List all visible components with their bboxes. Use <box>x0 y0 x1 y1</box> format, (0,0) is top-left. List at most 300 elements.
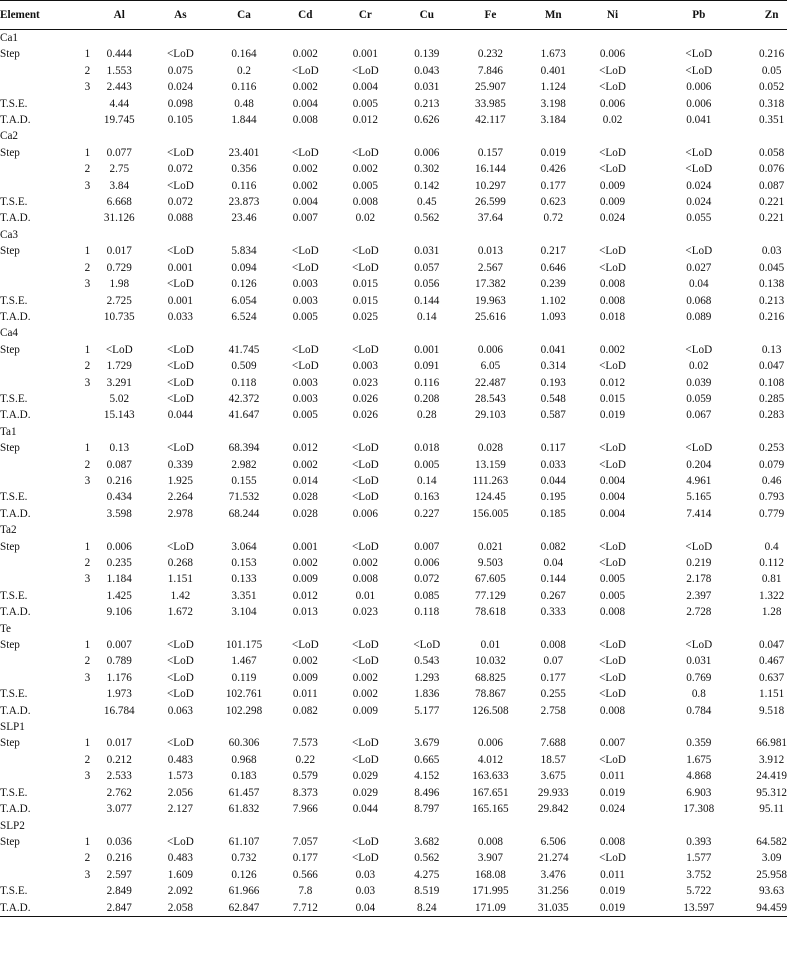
table-cell: 0.024 <box>599 803 626 816</box>
table-row <box>0 571 787 587</box>
table-cell: 0.239 <box>540 278 566 291</box>
table-cell: 7.057 <box>292 835 318 848</box>
table-cell: <LoD <box>685 245 713 258</box>
table-cell: 0.031 <box>414 81 440 94</box>
table-cell: <LoD <box>351 639 379 652</box>
table-cell: 0.023 <box>352 376 378 389</box>
table-row <box>0 539 787 555</box>
table-cell: 0.72 <box>543 212 564 225</box>
table-cell: 0.626 <box>414 114 440 127</box>
table-cell: 0.543 <box>414 655 440 668</box>
table-cell: 0.008 <box>292 114 318 127</box>
table-cell: <LoD <box>599 81 626 94</box>
table-cell: <LoD <box>351 64 379 77</box>
table-cell: 3.184 <box>540 114 566 127</box>
table-cell: <LoD <box>166 146 194 159</box>
step-number: 3 <box>84 868 91 881</box>
step-number: 2 <box>84 360 91 373</box>
table-cell: 0.026 <box>352 409 378 422</box>
step-number: 2 <box>84 753 91 766</box>
table-cell: <LoD <box>105 343 133 356</box>
table-cell: 17.308 <box>683 803 715 816</box>
table-cell: 0.033 <box>540 458 566 471</box>
table-cell: 0.007 <box>414 540 440 553</box>
table-cell: <LoD <box>599 671 626 684</box>
step-number: 1 <box>84 737 91 750</box>
table-cell: 25.907 <box>475 81 506 94</box>
table-cell: 3.198 <box>540 97 566 110</box>
table-cell: 3.682 <box>414 835 440 848</box>
table-cell: <LoD <box>599 360 626 373</box>
sample-header-row <box>0 30 787 47</box>
table-cell: 0.019 <box>599 409 626 422</box>
table-cell: 0.157 <box>477 146 504 159</box>
column-header-mn: Mn <box>523 1 584 30</box>
step-number: 3 <box>84 81 91 94</box>
table-cell: 111.263 <box>472 474 509 487</box>
table-cell: 0.193 <box>540 376 566 389</box>
step-number: 3 <box>84 671 91 684</box>
table-row <box>0 653 787 669</box>
step-number: 2 <box>84 64 91 77</box>
table-cell: 0.044 <box>540 474 566 487</box>
table-cell: 3.598 <box>106 507 132 520</box>
table-cell: 6.668 <box>106 196 132 209</box>
step-label: Step <box>0 343 20 356</box>
table-cell: 0.002 <box>292 81 318 94</box>
sample-header-row <box>0 128 787 144</box>
table-cell: 0.03 <box>761 245 782 258</box>
table-cell: 0.105 <box>167 114 193 127</box>
table-cell: 0.044 <box>167 409 193 422</box>
table-cell: 0.017 <box>106 245 132 258</box>
table-cell: 0.117 <box>540 442 566 455</box>
table-cell: 0.07 <box>543 655 564 668</box>
table-cell: 0.009 <box>292 573 318 586</box>
table-cell: <LoD <box>166 376 194 389</box>
table-cell: 29.103 <box>475 409 506 422</box>
table-cell: 0.232 <box>477 48 504 61</box>
step-number: 1 <box>84 343 91 356</box>
table-cell: 6.903 <box>686 786 712 799</box>
table-cell: 0.015 <box>352 294 378 307</box>
table-cell: 0.012 <box>292 442 318 455</box>
table-cell: 0.011 <box>600 770 625 783</box>
sample-name: Ca3 <box>0 228 19 241</box>
table-cell: 3.675 <box>540 770 566 783</box>
tse-row <box>0 96 787 112</box>
table-cell: 2.847 <box>90 900 148 917</box>
table-cell: 31.256 <box>537 885 569 898</box>
table-cell: 0.177 <box>292 852 318 865</box>
table-cell: 0.05 <box>761 64 782 77</box>
table-cell: 64.582 <box>756 835 787 848</box>
empty-cell <box>0 63 62 79</box>
table-cell: 0.075 <box>167 64 193 77</box>
table-cell: <LoD <box>413 639 441 652</box>
table-cell: 0.285 <box>759 392 785 405</box>
table-cell: 0.002 <box>292 458 318 471</box>
table-cell: 0.087 <box>759 179 785 192</box>
table-cell: 66.981 <box>756 737 787 750</box>
table-cell: 0.057 <box>414 261 440 274</box>
column-header-cu: Cu <box>396 1 458 30</box>
tad-label: T.A.D. <box>0 606 31 619</box>
table-row <box>0 670 787 686</box>
table-cell: 0.779 <box>759 507 785 520</box>
table-cell: 102.761 <box>225 688 263 701</box>
table-cell: 0.015 <box>352 278 378 291</box>
table-cell: 0.03 <box>355 868 376 881</box>
table-cell: 0.221 <box>759 196 785 209</box>
table-cell: 171.09 <box>458 900 523 917</box>
table-cell: 0.789 <box>106 655 132 668</box>
table-cell: 0.005 <box>292 409 318 422</box>
table-cell: 13.597 <box>641 900 756 917</box>
table-cell: 68.244 <box>228 507 260 520</box>
table-cell: 0.216 <box>759 48 785 61</box>
table-row <box>0 457 787 473</box>
step-number: 2 <box>84 557 91 569</box>
table-cell: 25.616 <box>475 310 506 323</box>
table-cell: 8.373 <box>292 786 318 799</box>
table-cell: 23.46 <box>231 212 257 225</box>
table-cell: 0.351 <box>759 114 785 127</box>
table-cell: 0.04 <box>335 900 396 917</box>
column-header-ca: Ca <box>212 1 275 30</box>
table-row <box>0 735 787 751</box>
table-cell: 0.729 <box>106 261 132 274</box>
table-cell: 23.873 <box>228 196 260 209</box>
table-cell: 0.002 <box>352 557 378 569</box>
table-cell: 1.184 <box>106 573 132 586</box>
table-cell: 0.217 <box>540 245 566 258</box>
empty-cell <box>0 358 62 374</box>
table-row <box>0 473 787 489</box>
table-cell: 2.058 <box>148 900 212 917</box>
empty-cell <box>0 79 62 95</box>
table-cell: 0.024 <box>686 179 712 192</box>
table-cell: 0.164 <box>231 48 257 61</box>
table-cell: 0.001 <box>414 343 440 356</box>
table-cell: 2.75 <box>109 163 130 176</box>
table-cell: 18.57 <box>540 753 566 766</box>
table-cell: 2.978 <box>167 507 193 520</box>
table-cell: <LoD <box>166 835 194 848</box>
table-cell: 9.503 <box>477 557 504 569</box>
table-cell: 1.844 <box>231 114 257 127</box>
table-cell: <LoD <box>351 540 379 553</box>
table-cell: <LoD <box>166 343 194 356</box>
table-cell: 0.007 <box>599 737 626 750</box>
table-cell: <LoD <box>166 688 194 701</box>
table-cell: 167.651 <box>472 786 509 799</box>
tad-label: T.A.D. <box>0 409 31 422</box>
table-cell: 31.035 <box>523 900 584 917</box>
tse-row <box>0 686 787 702</box>
table-cell: 0.028 <box>477 442 504 455</box>
table-cell: 0.024 <box>167 81 193 94</box>
column-header-pb: Pb <box>641 1 756 30</box>
table-cell: 1.98 <box>109 278 130 291</box>
table-cell: 0.213 <box>759 294 785 307</box>
table-cell: 0.118 <box>414 606 440 619</box>
table-cell: 0.091 <box>414 360 440 373</box>
table-cell: 0.005 <box>599 589 626 602</box>
empty-cell <box>0 473 62 489</box>
table-cell: 0.155 <box>231 474 257 487</box>
table-cell: 0.769 <box>686 671 712 684</box>
table-cell: 29.933 <box>537 786 569 799</box>
table-cell: 0.587 <box>540 409 566 422</box>
step-number: 1 <box>84 540 91 553</box>
table-cell: 124.45 <box>475 491 506 504</box>
table-cell: 0.007 <box>106 639 132 652</box>
table-cell: 0.002 <box>599 343 626 356</box>
table-cell: 1.609 <box>167 868 193 881</box>
table-cell: 0.019 <box>599 885 626 898</box>
sample-name: SLP2 <box>0 819 25 832</box>
step-label: Step <box>0 442 20 455</box>
table-cell: 0.011 <box>292 688 318 701</box>
table-cell: 8.797 <box>414 803 440 816</box>
table-cell: 0.008 <box>540 639 566 652</box>
table-cell: <LoD <box>166 639 194 652</box>
table-cell: 1.729 <box>106 360 132 373</box>
table-cell: 2.725 <box>106 294 132 307</box>
table-cell: 0.116 <box>414 376 440 389</box>
table-cell: 29.842 <box>537 803 569 816</box>
table-cell: 60.306 <box>228 737 260 750</box>
table-cell: 0.01 <box>480 639 501 652</box>
table-cell: 0.116 <box>231 179 257 192</box>
table-cell: <LoD <box>685 442 713 455</box>
table-row <box>0 260 787 276</box>
table-cell: 0.001 <box>167 261 193 274</box>
table-cell: 102.298 <box>225 704 263 717</box>
table-cell: 3.752 <box>686 868 712 881</box>
step-label: Step <box>0 737 20 750</box>
table-cell: 0.02 <box>355 212 376 225</box>
sample-name: Ca2 <box>0 130 19 143</box>
table-cell: 41.745 <box>228 343 260 356</box>
table-cell: 0.267 <box>540 589 566 602</box>
table-cell: <LoD <box>291 146 319 159</box>
table-cell: 7.414 <box>686 507 712 520</box>
table-cell: 0.732 <box>231 852 257 865</box>
table-cell: 2.982 <box>231 458 257 471</box>
table-cell: 13.159 <box>475 458 506 471</box>
sample-name: SLP1 <box>0 721 25 734</box>
table-cell: 0.085 <box>414 589 440 602</box>
table-cell: <LoD <box>351 737 379 750</box>
table-cell: 0.004 <box>599 507 626 520</box>
tse-label: T.S.E. <box>0 885 28 898</box>
table-cell: 3.064 <box>231 540 257 553</box>
table-cell: 1.28 <box>761 606 782 619</box>
table-cell: 2.397 <box>686 589 712 602</box>
table-cell: 1.553 <box>106 64 132 77</box>
table-cell: 0.003 <box>292 278 318 291</box>
tad-label: T.A.D. <box>0 114 31 127</box>
table-cell: 6.524 <box>231 310 257 323</box>
table-cell: 0.008 <box>477 835 504 848</box>
table-cell: 0.483 <box>167 852 193 865</box>
table-cell: 93.63 <box>759 885 785 898</box>
empty-cell <box>0 161 62 177</box>
table-cell: 0.22 <box>295 753 316 766</box>
table-cell: 0.8 <box>691 688 706 701</box>
table-cell: 2.533 <box>106 770 132 783</box>
table-cell: <LoD <box>291 261 319 274</box>
table-cell: 0.04 <box>689 278 709 291</box>
tse-label: T.S.E. <box>0 491 28 504</box>
table-cell: 4.44 <box>109 97 130 110</box>
table-cell: 0.031 <box>414 245 440 258</box>
table-cell: 3.09 <box>761 852 782 865</box>
table-row <box>0 342 787 358</box>
table-cell: 0.005 <box>352 179 378 192</box>
table-cell: 0.002 <box>292 655 318 668</box>
table-row <box>0 63 787 79</box>
step-number: 3 <box>84 278 91 291</box>
table-cell: 0.052 <box>759 81 785 94</box>
table-cell: 0.006 <box>414 146 440 159</box>
step-number: 1 <box>84 245 91 258</box>
table-cell: 0.006 <box>414 557 440 569</box>
table-cell: 0.204 <box>686 458 712 471</box>
table-cell: 6.05 <box>480 360 501 373</box>
table-cell: 0.009 <box>352 704 378 717</box>
table-cell: 0.001 <box>292 540 318 553</box>
table-cell: 0.059 <box>686 392 712 405</box>
table-cell: 0.002 <box>292 48 318 61</box>
step-number: 3 <box>84 376 91 389</box>
table-cell: <LoD <box>599 64 626 77</box>
table-cell: 0.579 <box>292 770 318 783</box>
tad-label: T.A.D. <box>0 803 31 816</box>
sample-header-row <box>0 621 787 637</box>
table-cell: 4.961 <box>686 474 712 487</box>
table-cell: 0.008 <box>352 196 378 209</box>
table-cell: 0.082 <box>292 704 318 717</box>
step-number: 3 <box>84 179 91 192</box>
table-row <box>0 46 787 62</box>
table-cell: 0.003 <box>292 294 318 307</box>
table-cell: 68.825 <box>475 671 506 684</box>
table-cell: <LoD <box>351 442 379 455</box>
step-number: 2 <box>84 458 91 471</box>
table-cell: <LoD <box>599 245 626 258</box>
table-cell: 0.004 <box>599 491 626 504</box>
table-row <box>0 752 787 768</box>
table-cell: <LoD <box>599 655 626 668</box>
step-number: 2 <box>84 655 91 668</box>
table-cell: 0.318 <box>759 97 785 110</box>
table-cell: <LoD <box>166 179 194 192</box>
table-cell: 0.185 <box>540 507 566 520</box>
table-cell: 0.163 <box>414 491 440 504</box>
table-cell: 0.133 <box>231 573 257 586</box>
table-cell: 0.359 <box>686 737 712 750</box>
table-cell: 61.832 <box>228 803 260 816</box>
column-header-as: As <box>148 1 212 30</box>
table-cell: 0.216 <box>759 310 785 323</box>
table-row <box>0 440 787 456</box>
table-row <box>0 637 787 653</box>
table-cell: 0.029 <box>352 786 378 799</box>
table-cell: 0.139 <box>414 48 440 61</box>
table-cell: 0.208 <box>414 392 440 405</box>
table-cell: 0.006 <box>599 48 626 61</box>
table-cell: 0.002 <box>352 671 378 684</box>
table-cell: <LoD <box>599 753 626 766</box>
tse-label: T.S.E. <box>0 392 28 405</box>
table-cell: 0.026 <box>352 392 378 405</box>
table-cell: 2.762 <box>106 786 132 799</box>
table-cell: 0.302 <box>414 163 440 176</box>
table-row <box>0 867 787 883</box>
table-cell: 1.151 <box>167 573 193 586</box>
table-cell: 0.031 <box>686 655 712 668</box>
table-cell: 0.126 <box>231 868 257 881</box>
table-cell: 0.002 <box>352 688 378 701</box>
tad-label: T.A.D. <box>0 212 31 225</box>
tad-row <box>0 801 787 817</box>
table-cell: 0.018 <box>599 310 626 323</box>
tse-row <box>0 293 787 309</box>
table-cell: 0.444 <box>106 48 132 61</box>
table-cell: 9.106 <box>106 606 132 619</box>
table-cell: 0.011 <box>600 868 625 881</box>
tse-label: T.S.E. <box>0 294 28 307</box>
table-cell: <LoD <box>351 261 379 274</box>
sample-header-row <box>0 325 787 341</box>
empty-cell <box>0 178 62 194</box>
table-cell: 0.006 <box>686 97 712 110</box>
table-cell: 0.212 <box>106 753 132 766</box>
table-cell: 7.846 <box>477 64 504 77</box>
table-cell: 0.81 <box>761 573 782 586</box>
table-cell: <LoD <box>166 540 194 553</box>
table-cell: <LoD <box>599 261 626 274</box>
table-cell: 0.017 <box>106 737 132 750</box>
table-cell: 0.467 <box>759 655 785 668</box>
table-cell: 0.116 <box>231 81 257 94</box>
tad-row <box>0 900 787 917</box>
table-cell: 1.672 <box>167 606 193 619</box>
table-cell: <LoD <box>351 852 379 865</box>
table-cell: 0.393 <box>686 835 712 848</box>
table-cell: 1.124 <box>540 81 566 94</box>
step-number: 1 <box>84 639 91 652</box>
table-cell: 0.142 <box>414 179 440 192</box>
table-cell: 0.434 <box>106 491 132 504</box>
table-row <box>0 178 787 194</box>
table-cell: 171.995 <box>472 885 509 898</box>
tad-label: T.A.D. <box>0 310 31 323</box>
table-cell: <LoD <box>166 392 194 405</box>
table-cell: 0.027 <box>686 261 712 274</box>
tad-row <box>0 309 787 325</box>
table-cell: 41.647 <box>228 409 260 422</box>
table-cell: 0.637 <box>759 671 785 684</box>
step-label: Step <box>0 245 20 258</box>
table-cell: 0.665 <box>414 753 440 766</box>
table-cell: 25.958 <box>756 868 787 881</box>
table-cell: <LoD <box>351 491 379 504</box>
table-cell: 2.728 <box>686 606 712 619</box>
